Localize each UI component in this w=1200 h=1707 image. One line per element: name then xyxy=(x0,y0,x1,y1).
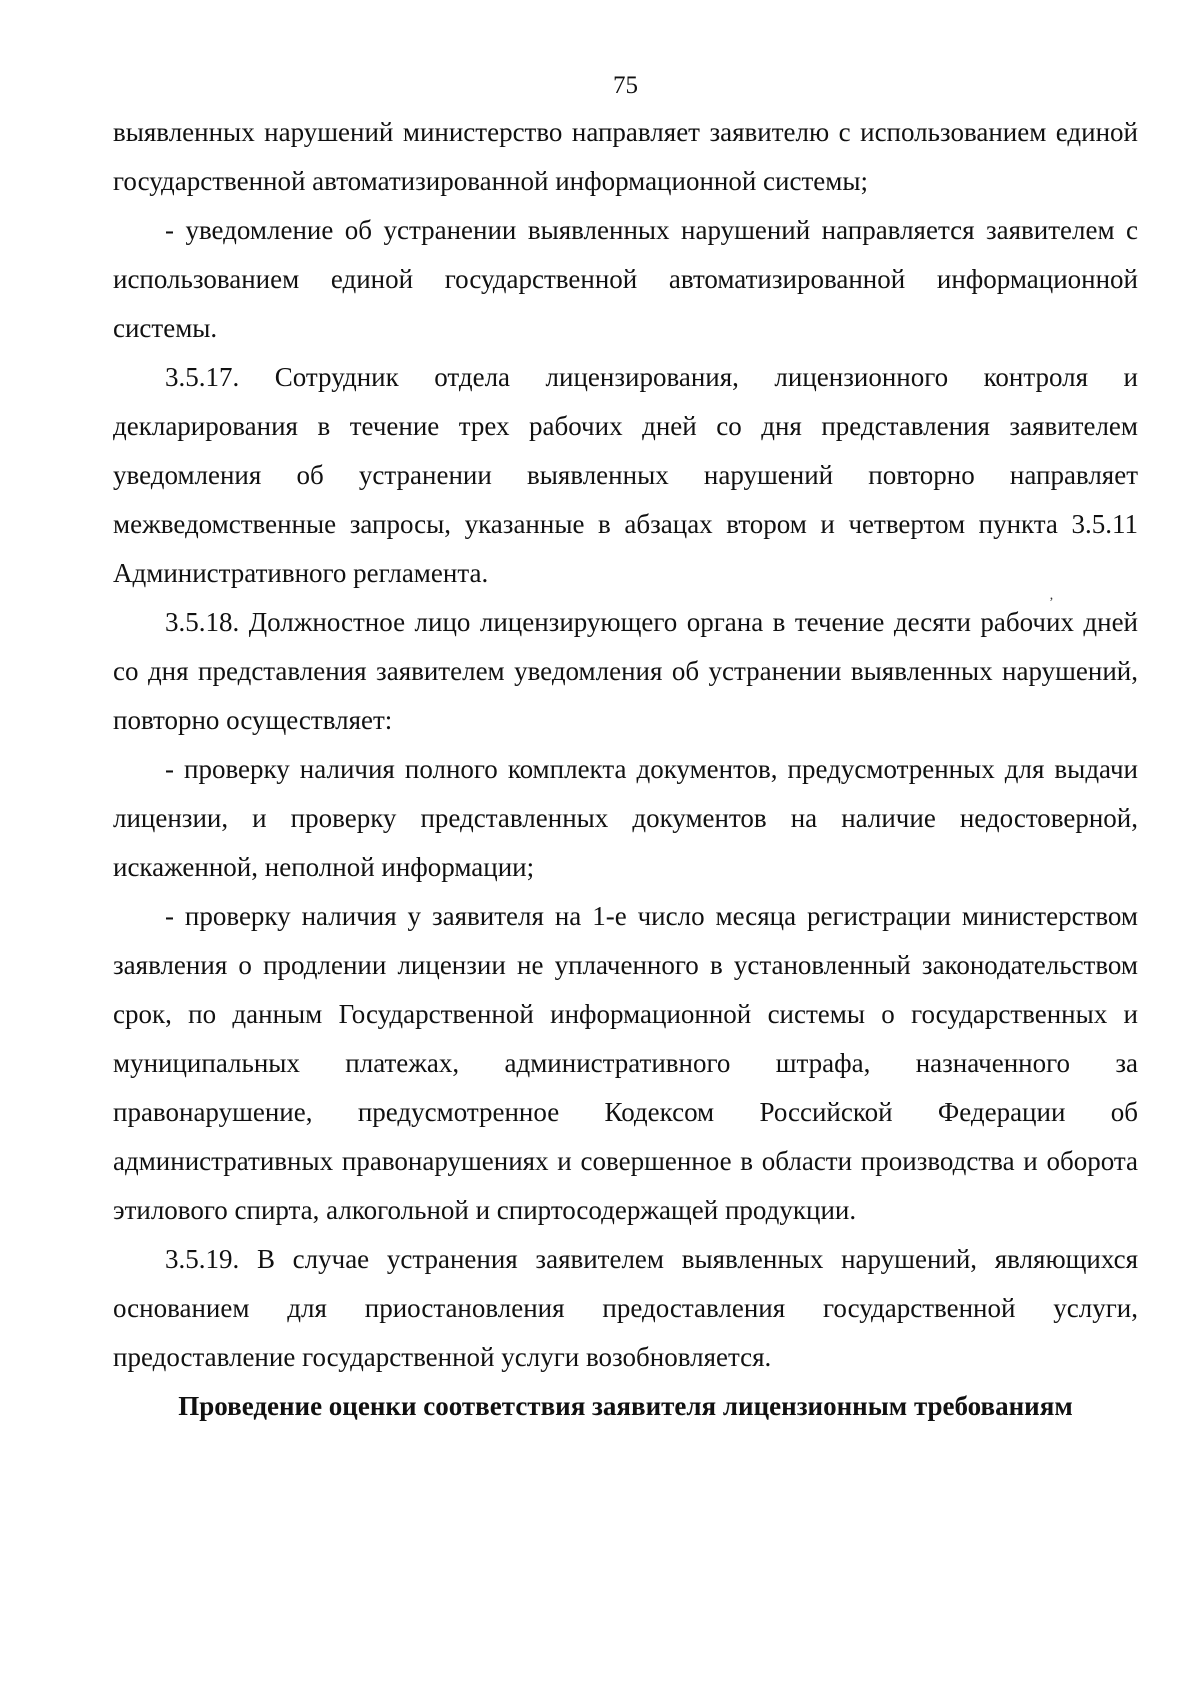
paragraph-notification-elimination: - уведомление об устранении выявленных нарушений направляется заявителем с использованием единой государственной автоматизированной информационной системы. xyxy=(113,215,1138,343)
document-page xyxy=(113,70,1138,1431)
paragraph-violations-notice: выявленных нарушений министерство направляет заявителю с использованием единой государственной автоматизированной информационной системы; xyxy=(113,117,1138,196)
section-heading: Проведение оценки соответствия заявителя лицензионным требованиям xyxy=(178,1391,1073,1421)
scan-speck: ‚ xyxy=(1049,588,1054,603)
paragraph-3-5-19: 3.5.19. В случае устранения заявителем выявленных нарушений, являющихся основанием для приостановления предоставления государственной услуги, предоставление государственной услуги возобновляется. xyxy=(113,1244,1138,1372)
paragraph-documents-check: - проверку наличия полного комплекта документов, предусмотренных для выдачи лицензии, и проверку представленных документов на наличие недостоверной, искаженной, неполной информации; xyxy=(113,754,1138,882)
paragraph-3-5-18: 3.5.18. Должностное лицо лицензирующего органа в течение десяти рабочих дней со дня представления заявителем уведомления об устранении выявленных нарушений, повторно осуществляет: xyxy=(113,607,1138,735)
paragraph-fine-check: - проверку наличия у заявителя на 1-е число месяца регистрации министерством заявления о продлении лицензии не уплаченного в установленный законодательством срок, по данным Государственной информационной системы о государственных и муниципальных платежах, административного штрафа, назначенного за правонарушение, предусмотренное Кодексом Российской Федерации об административных правонарушениях и совершенное в области производства и оборота этилового спирта, алкогольной и спиртосодержащей продукции. xyxy=(113,901,1138,1225)
paragraph-3-5-17: 3.5.17. Сотрудник отдела лицензирования, лицензионного контроля и декларирования в течение трех рабочих дней со дня представления заявителем уведомления об устранении выявленных нарушений повторно направляет межведомственные запросы, указанные в абзацах втором и четвертом пункта 3.5.11 Административного регламента. xyxy=(113,362,1138,588)
page-number: 75 xyxy=(613,72,638,99)
